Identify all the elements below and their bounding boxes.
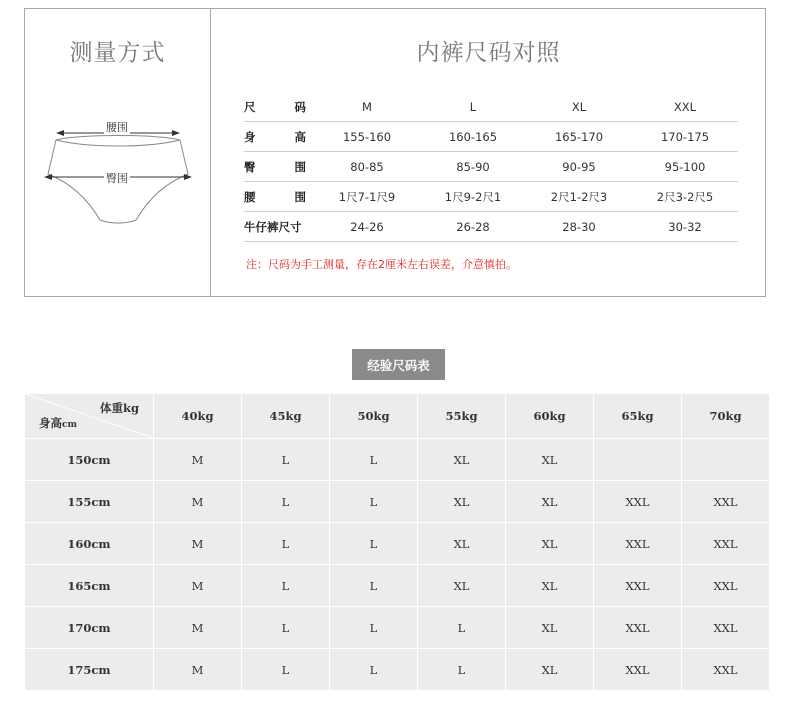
height-row-header: 160cm (25, 523, 154, 565)
size-cell: XL (418, 481, 506, 523)
weight-col-header: 40kg (154, 394, 242, 439)
weight-col-header: 50kg (330, 394, 418, 439)
size-cell: M (154, 481, 242, 523)
underwear-size-table (244, 92, 738, 242)
size-cell: L (330, 439, 418, 481)
size-cell: XL (506, 523, 594, 565)
table-cell: 26-28 (420, 212, 526, 242)
row-label: 臀 (244, 159, 256, 174)
table-cell: 24-26 (314, 212, 420, 242)
size-cell: M (154, 565, 242, 607)
size-table-header (244, 92, 738, 122)
table-row (25, 607, 770, 649)
size-cell: XL (506, 649, 594, 691)
table-cell: 85-90 (420, 152, 526, 182)
size-cell: L (242, 439, 330, 481)
table-cell: 2尺1-2尺3 (526, 182, 632, 212)
size-cell: M (154, 649, 242, 691)
size-cell: L (242, 565, 330, 607)
height-axis-unit: cm (62, 420, 78, 430)
measure-method-title: 测量方式 (69, 40, 166, 66)
table-cell: 2尺3-2尺5 (632, 182, 738, 212)
experience-table-body (25, 439, 770, 691)
weight-header-row (25, 394, 770, 439)
size-cell: XXL (682, 481, 770, 523)
table-cell: 1尺7-1尺9 (314, 182, 420, 212)
size-cell: L (330, 649, 418, 691)
size-cell: XL (506, 607, 594, 649)
size-cell: XXL (594, 481, 682, 523)
size-cell (682, 439, 770, 481)
experience-size-tab[interactable]: 经验尺码表 (352, 349, 445, 380)
table-row (244, 122, 738, 152)
row-label: 高 (294, 129, 306, 144)
height-row-header: 150cm (25, 439, 154, 481)
table-cell: 30-32 (632, 212, 738, 242)
header-label: 码 (294, 99, 306, 114)
table-cell: 170-175 (632, 122, 738, 152)
height-axis-text: 身高 (39, 416, 62, 430)
height-row-header: 175cm (25, 649, 154, 691)
weight-col-header: 45kg (242, 394, 330, 439)
table-row (244, 182, 738, 212)
size-cell: XXL (594, 523, 682, 565)
size-cell: L (330, 523, 418, 565)
size-cell: L (418, 607, 506, 649)
size-cell: M (154, 607, 242, 649)
size-cell: XXL (594, 565, 682, 607)
weight-col-header: 65kg (594, 394, 682, 439)
size-cell: XXL (594, 649, 682, 691)
size-cell: L (330, 481, 418, 523)
size-cell: L (418, 649, 506, 691)
table-cell: 160-165 (420, 122, 526, 152)
size-cell: XXL (682, 523, 770, 565)
row-label: 围 (294, 189, 306, 204)
size-cell (594, 439, 682, 481)
height-row-header: 155cm (25, 481, 154, 523)
row-label: 腰 (244, 189, 256, 204)
table-cell: 165-170 (526, 122, 632, 152)
weight-col-header: 55kg (418, 394, 506, 439)
size-cell: XXL (682, 607, 770, 649)
size-chart-title: 内裤尺码对照 (416, 40, 561, 66)
size-cell: XXL (594, 607, 682, 649)
table-cell: 80-85 (314, 152, 420, 182)
waist-label: 腰围 (106, 121, 128, 134)
size-cell: XL (506, 439, 594, 481)
weight-col-header: 70kg (682, 394, 770, 439)
table-cell: 28-30 (526, 212, 632, 242)
size-cell: L (242, 607, 330, 649)
size-col-header: M (314, 92, 420, 122)
height-row-header: 170cm (25, 607, 154, 649)
weight-col-header: 60kg (506, 394, 594, 439)
corner-header (25, 394, 154, 439)
table-row (244, 212, 738, 242)
size-cell: L (330, 607, 418, 649)
measurement-note: 注：尺码为手工测量，存在2厘米左右误差，介意慎拍。 (246, 258, 517, 271)
size-col-header: XL (526, 92, 632, 122)
table-row (25, 565, 770, 607)
table-cell: 90-95 (526, 152, 632, 182)
size-cell: XL (418, 439, 506, 481)
size-cell: XL (418, 523, 506, 565)
size-cell: XL (506, 481, 594, 523)
size-cell: XL (418, 565, 506, 607)
size-cell: L (330, 565, 418, 607)
size-cell: M (154, 523, 242, 565)
table-cell: 155-160 (314, 122, 420, 152)
experience-size-table (24, 393, 770, 691)
table-cell: 1尺9-2尺1 (420, 182, 526, 212)
size-cell: M (154, 439, 242, 481)
weight-axis-label: 体重kg (99, 401, 139, 415)
table-row (25, 649, 770, 691)
underwear-measure-diagram (38, 112, 198, 232)
size-cell: L (242, 649, 330, 691)
size-cell: L (242, 523, 330, 565)
row-label: 牛仔裤尺寸 (244, 212, 314, 242)
table-cell: 95-100 (632, 152, 738, 182)
row-label: 围 (294, 159, 306, 174)
table-row (25, 481, 770, 523)
size-cell: XXL (682, 565, 770, 607)
hip-label: 臀围 (106, 172, 128, 185)
table-row (25, 523, 770, 565)
size-col-header: XXL (632, 92, 738, 122)
height-row-header: 165cm (25, 565, 154, 607)
height-axis-label (39, 415, 77, 431)
size-cell: XL (506, 565, 594, 607)
row-label: 身 (244, 129, 256, 144)
size-cell: XXL (682, 649, 770, 691)
size-col-header: L (420, 92, 526, 122)
size-cell: L (242, 481, 330, 523)
table-row (244, 152, 738, 182)
header-label: 尺 (244, 99, 256, 114)
table-row (25, 439, 770, 481)
